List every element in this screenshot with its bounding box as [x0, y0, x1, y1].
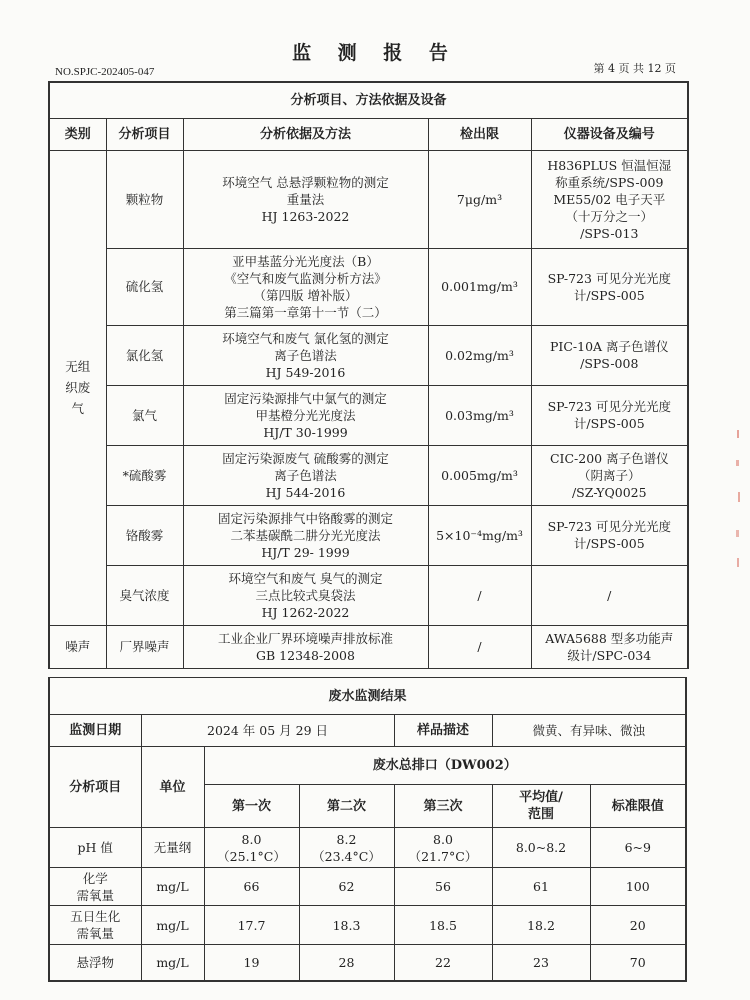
analysis-item: 五日生化 需氧量 — [49, 906, 141, 945]
equipment-cell: / — [531, 565, 688, 625]
limit-cell: 5×10⁻⁴mg/m³ — [428, 505, 531, 565]
second-sample-header: 第二次 — [299, 785, 394, 828]
wastewater-table — [48, 677, 687, 982]
value-cell: 28 — [299, 945, 394, 981]
first-sample-header: 第一次 — [204, 785, 299, 828]
report-title: 监 测 报 告 — [292, 42, 458, 64]
limit-cell: 20 — [590, 906, 686, 945]
date-value: 2024 年 05 月 29 日 — [141, 715, 394, 747]
category-cell-gas: 无组织废气 — [49, 150, 106, 625]
value-cell: 8.0 （21.7°C） — [394, 828, 492, 868]
item-cell: 氯气 — [106, 385, 183, 445]
seal-stamp-fragment — [733, 430, 743, 570]
table-row — [49, 385, 688, 445]
sample-value: 微黄、有异味、微浊 — [492, 715, 686, 747]
item-cell: 硫化氢 — [106, 248, 183, 325]
method-cell: 亚甲基蓝分光光度法（B） 《空气和废气监测分析方法》 （第四版 增补版） 第三篇第一章第十一节（二） — [183, 248, 428, 325]
date-label: 监测日期 — [49, 715, 141, 747]
table-row — [49, 150, 688, 248]
col-header-equipment: 仪器设备及编号 — [531, 118, 688, 150]
average-cell: 8.0~8.2 — [492, 828, 590, 868]
value-cell: 62 — [299, 868, 394, 906]
analysis-item: pH 值 — [49, 828, 141, 868]
table-row — [49, 625, 688, 668]
average-cell: 23 — [492, 945, 590, 981]
unit-cell: mg/L — [141, 945, 204, 981]
table-row — [49, 325, 688, 385]
method-cell: 固定污染源废气 硫酸雾的测定 离子色谱法 HJ 544-2016 — [183, 445, 428, 505]
wastewater-section-title: 废水监测结果 — [49, 678, 686, 715]
value-cell: 8.0 （25.1°C） — [204, 828, 299, 868]
method-cell: 环境空气和废气 臭气的测定 三点比较式臭袋法 HJ 1262-2022 — [183, 565, 428, 625]
limit-cell: / — [428, 565, 531, 625]
limit-cell: 100 — [590, 868, 686, 906]
analysis-item: 化学 需氧量 — [49, 868, 141, 906]
equipment-cell: PIC-10A 离子色谱仪 /SPS-008 — [531, 325, 688, 385]
method-cell: 固定污染源排气中铬酸雾的测定 二苯基碳酰二肼分光光度法 HJ/T 29- 1999 — [183, 505, 428, 565]
equipment-cell: SP-723 可见分光光度 计/SPS-005 — [531, 385, 688, 445]
report-number: NO.SPJC-202405-047 — [55, 66, 155, 78]
table-row — [49, 868, 686, 906]
unit-cell: 无量纲 — [141, 828, 204, 868]
table-row — [49, 445, 688, 505]
outlet-header-row — [49, 747, 686, 785]
equipment-cell: SP-723 可见分光光度 计/SPS-005 — [531, 248, 688, 325]
average-cell: 18.2 — [492, 906, 590, 945]
unit-cell: mg/L — [141, 906, 204, 945]
limit-cell: 70 — [590, 945, 686, 981]
value-cell: 17.7 — [204, 906, 299, 945]
category-cell-noise: 噪声 — [49, 625, 106, 668]
limit-cell: 0.005mg/m³ — [428, 445, 531, 505]
sample-label: 样品描述 — [394, 715, 492, 747]
value-cell: 66 — [204, 868, 299, 906]
item-cell: 铬酸雾 — [106, 505, 183, 565]
table-row — [49, 945, 686, 981]
value-cell: 18.5 — [394, 906, 492, 945]
table-row — [49, 565, 688, 625]
col-header-item: 分析项目 — [106, 118, 183, 150]
col-header-limit: 检出限 — [428, 118, 531, 150]
analysis-item: 悬浮物 — [49, 945, 141, 981]
limit-cell: 0.02mg/m³ — [428, 325, 531, 385]
table-row — [49, 505, 688, 565]
item-cell: *硫酸雾 — [106, 445, 183, 505]
methods-section-title: 分析项目、方法依据及设备 — [49, 82, 688, 118]
analysis-item-header: 分析项目 — [49, 747, 141, 828]
limit-cell: / — [428, 625, 531, 668]
equipment-cell: SP-723 可见分光光度 计/SPS-005 — [531, 505, 688, 565]
value-cell: 22 — [394, 945, 492, 981]
limit-cell: 7μg/m³ — [428, 150, 531, 248]
item-cell: 颗粒物 — [106, 150, 183, 248]
methods-header-row — [49, 118, 688, 150]
method-cell: 环境空气和废气 氯化氢的测定 离子色谱法 HJ 549-2016 — [183, 325, 428, 385]
item-cell: 氯化氢 — [106, 325, 183, 385]
limit-cell: 0.03mg/m³ — [428, 385, 531, 445]
limit-cell: 6~9 — [590, 828, 686, 868]
outlet-header: 废水总排口（DW002） — [204, 747, 686, 785]
unit-header: 单位 — [141, 747, 204, 828]
item-cell: 臭气浓度 — [106, 565, 183, 625]
table-row — [49, 828, 686, 868]
third-sample-header: 第三次 — [394, 785, 492, 828]
average-cell: 61 — [492, 868, 590, 906]
methods-table — [48, 81, 689, 669]
method-cell: 固定污染源排气中氯气的测定 甲基橙分光光度法 HJ/T 30-1999 — [183, 385, 428, 445]
equipment-cell: AWA5688 型多功能声 级计/SPC-034 — [531, 625, 688, 668]
page-indicator: 第 4 页 共 12 页 — [593, 62, 676, 75]
table-row — [49, 248, 688, 325]
method-cell: 环境空气 总悬浮颗粒物的测定 重量法 HJ 1263-2022 — [183, 150, 428, 248]
equipment-cell: CIC-200 离子色谱仪 （阴离子） /SZ-YQ0025 — [531, 445, 688, 505]
sample-info-row — [49, 715, 686, 747]
col-header-category: 类别 — [49, 118, 106, 150]
standard-limit-header: 标准限值 — [590, 785, 686, 828]
equipment-cell: H836PLUS 恒温恒湿 称重系统/SPS-009 ME55/02 电子天平 （十万分之一） /SPS-013 — [531, 150, 688, 248]
item-cell: 厂界噪声 — [106, 625, 183, 668]
value-cell: 18.3 — [299, 906, 394, 945]
limit-cell: 0.001mg/m³ — [428, 248, 531, 325]
col-header-method: 分析依据及方法 — [183, 118, 428, 150]
method-cell: 工业企业厂界环境噪声排放标准 GB 12348-2008 — [183, 625, 428, 668]
value-cell: 8.2 （23.4°C） — [299, 828, 394, 868]
value-cell: 19 — [204, 945, 299, 981]
value-cell: 56 — [394, 868, 492, 906]
table-row — [49, 906, 686, 945]
average-header: 平均值/范围 — [492, 785, 590, 828]
unit-cell: mg/L — [141, 868, 204, 906]
